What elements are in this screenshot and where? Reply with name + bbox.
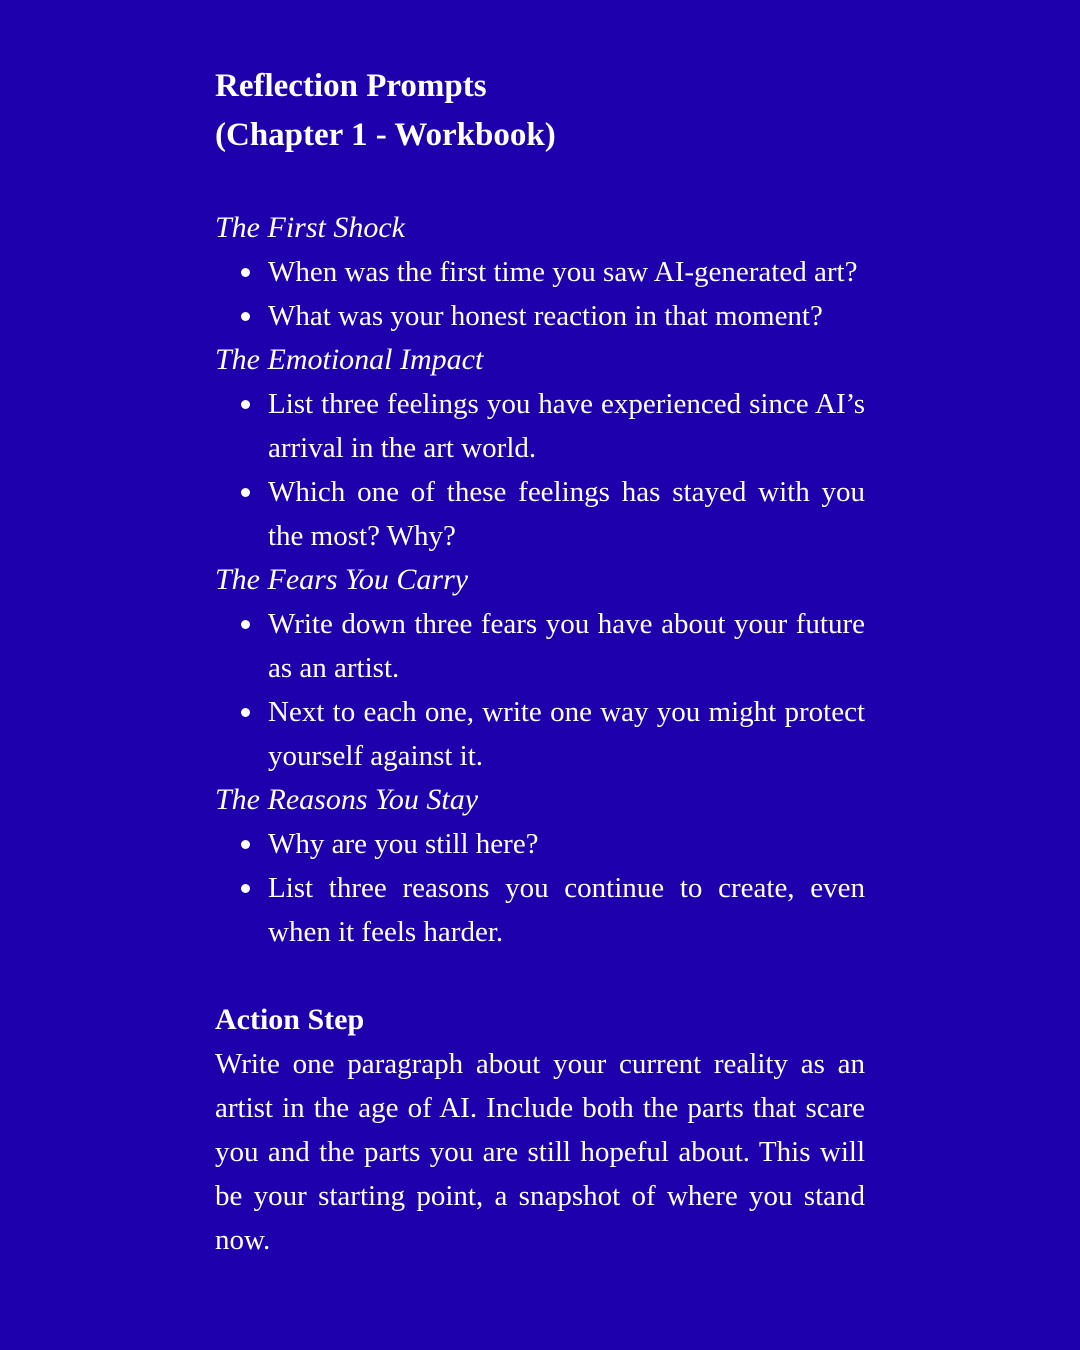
action-step: [215, 998, 865, 1262]
bullet-icon: [241, 840, 250, 849]
title-line-1: Reflection Prompts: [215, 68, 487, 104]
prompt-text: Which one of these feelings has stayed with you the most? Why?: [268, 476, 865, 552]
action-step-body: Write one paragraph about your current reality as an artist in the age of AI. Include both the parts that scare you and the parts you are still hopeful about. This will be your starting point, a snapshot of where you stand now.: [215, 1048, 865, 1256]
prompt-text: Why are you still here?: [268, 828, 539, 860]
bullet-icon: [241, 268, 250, 277]
prompt-text: What was your honest reaction in that moment?: [268, 300, 823, 332]
bullet-icon: [241, 620, 250, 629]
section-heading: The Fears You Carry: [215, 563, 469, 596]
section-first-shock: [215, 206, 865, 338]
prompt-item: [215, 690, 865, 778]
bullet-icon: [241, 884, 250, 893]
section-fears-you-carry: [215, 558, 865, 778]
prompt-text: When was the first time you saw AI-generated art?: [268, 256, 858, 288]
section-heading: The Emotional Impact: [215, 343, 484, 376]
action-step-heading: Action Step: [215, 1003, 365, 1036]
prompt-item: [215, 866, 865, 954]
prompt-item: [215, 250, 865, 294]
prompt-list: [215, 250, 865, 338]
section-heading: The Reasons You Stay: [215, 783, 479, 816]
prompt-sections: [215, 206, 865, 954]
workbook-page: [215, 62, 865, 1262]
prompt-list: [215, 602, 865, 778]
bullet-icon: [241, 708, 250, 717]
prompt-text: List three feelings you have experienced since AI’s arrival in the art world.: [268, 388, 865, 464]
prompt-item: [215, 822, 865, 866]
prompt-item: [215, 294, 865, 338]
prompt-item: [215, 470, 865, 558]
prompt-list: [215, 822, 865, 954]
prompt-list: [215, 382, 865, 558]
bullet-icon: [241, 488, 250, 497]
section-heading: The First Shock: [215, 211, 405, 244]
section-reasons-you-stay: [215, 778, 865, 954]
prompt-text: List three reasons you continue to create, even when it feels harder.: [268, 872, 865, 948]
bullet-icon: [241, 400, 250, 409]
bullet-icon: [241, 312, 250, 321]
prompt-item: [215, 382, 865, 470]
section-emotional-impact: [215, 338, 865, 558]
prompt-text: Write down three fears you have about your future as an artist.: [268, 608, 865, 684]
page-title: [215, 62, 865, 160]
prompt-item: [215, 602, 865, 690]
title-line-2: (Chapter 1 - Workbook): [215, 117, 556, 153]
prompt-text: Next to each one, write one way you might protect yourself against it.: [268, 696, 865, 772]
